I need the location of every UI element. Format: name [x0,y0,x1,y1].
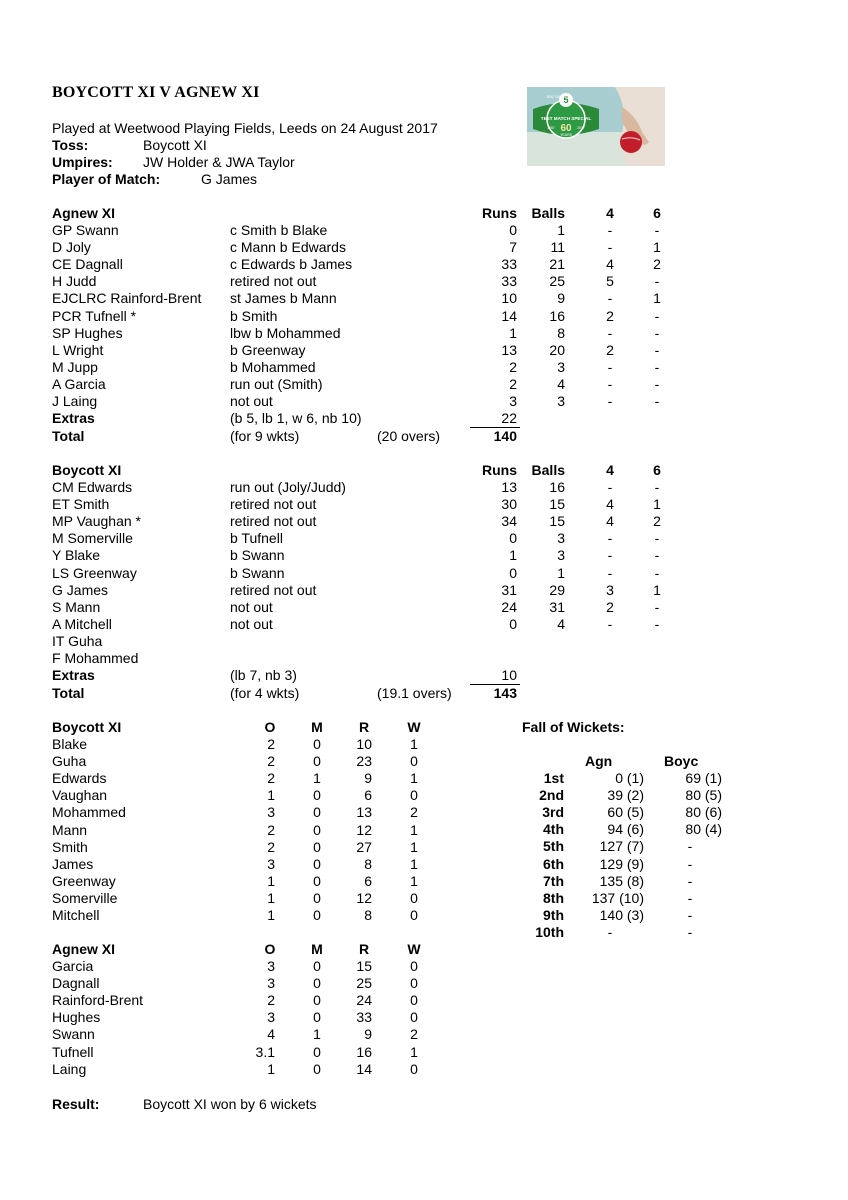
fow-boycott-score: - [687,855,693,872]
bowler-runs: 12 [356,821,372,838]
batsman-name: J Laing [52,393,98,409]
bowler-name: Mann [52,821,88,838]
dismissal: run out (Smith) [230,375,323,392]
batsman-name: EJCLRC Rainford-Brent [52,290,202,307]
batsman-sixes: 1 [653,581,661,598]
dismissal: b Swann [230,547,285,564]
dismissal: b Tufnell [230,530,283,547]
svg-text:TEST MATCH SPECIAL: TEST MATCH SPECIAL [540,116,592,121]
bowler-wickets: 0 [410,1060,418,1077]
fow-boycott-score: 69 (1) [685,770,722,786]
fow-title: Fall of Wickets: [522,719,625,735]
bowler-wickets: 0 [410,753,418,770]
sixes-header: 6 [653,205,661,221]
svg-text:60: 60 [560,123,572,134]
batsman-fours: 5 [606,273,614,290]
bowler-name: Tufnell [52,1043,94,1060]
dismissal: not out [230,615,273,632]
bowler-overs: 1 [267,872,275,889]
batsman-name: Y Blake [52,547,100,564]
fow-boycott-score: - [687,872,693,889]
bowler-maidens: 0 [313,1060,321,1077]
bowler-name: James [52,855,94,872]
batsman-fours: 2 [606,598,614,615]
batsman-balls: 1 [557,222,565,238]
batsman-sixes: - [654,324,660,341]
batsman-sixes: - [654,341,660,358]
bowler-wickets: 1 [410,1043,418,1060]
fow-agnew-score: 137 (10) [591,889,644,906]
batsman-balls: 3 [557,547,565,564]
batsman-fours: - [607,479,613,495]
batsman-runs: 14 [501,307,517,324]
fow-wicket-number: 3rd [542,804,564,821]
extras-detail: (b 5, lb 1, w 6, nb 10) [230,410,362,426]
batsman-sixes: 1 [653,290,661,307]
fow-wicket-number: 9th [543,906,564,923]
batsman-name: MP Vaughan * [52,513,141,530]
batsman-runs: 2 [509,375,517,392]
bowler-maidens: 0 [313,907,321,923]
dismissal: c Edwards b James [230,256,353,273]
test-match-special-logo [527,87,665,166]
bowler-maidens: 0 [313,821,321,838]
bowler-overs: 1 [267,889,275,906]
bowler-wickets: 1 [410,872,418,889]
bowler-runs: 12 [356,889,372,906]
dismissal: b Swann [230,564,285,581]
bowler-wickets: 0 [410,992,418,1009]
batsman-sixes: - [654,598,660,615]
bowler-overs: 3 [267,804,275,821]
batsman-balls: 29 [549,581,565,598]
bowler-name: Hughes [52,1009,101,1026]
batsman-balls: 21 [549,256,565,273]
fow-agnew-score: 127 (7) [599,838,644,855]
dismissal: retired not out [230,581,317,598]
batsman-balls: 16 [549,479,565,495]
bowler-overs: 3 [267,1009,275,1026]
bowler-name: Dagnall [52,975,100,992]
dismissal: retired not out [230,273,317,290]
dismissal: not out [230,598,273,615]
batsman-name: SP Hughes [52,324,123,341]
result-value: Boycott XI won by 6 wickets [143,1096,317,1112]
batsman-balls: 31 [549,598,565,615]
wickets-header: W [407,719,421,735]
fow-agnew-score: 0 (1) [615,770,644,786]
bowler-maidens: 0 [313,855,321,872]
batsman-name: GP Swann [52,222,119,238]
bowler-wickets: 0 [410,787,418,804]
batsman-name: ET Smith [52,496,110,513]
bowler-runs: 16 [356,1043,372,1060]
fow-agnew-score: 60 (5) [607,804,644,821]
batsman-name: L Wright [52,341,104,358]
svg-text:2017: 2017 [577,126,585,130]
toss-value: Boycott XI [143,137,207,153]
total-overs: (19.1 overs) [377,685,452,701]
bowler-overs: 4 [267,1026,275,1043]
fow-wicket-number: 2nd [539,787,564,804]
bowler-overs: 2 [267,736,275,752]
batsman-fours: - [607,564,613,581]
batsman-balls: 1 [557,564,565,581]
bowler-runs: 27 [356,838,372,855]
bowler-runs: 10 [356,736,372,752]
bowler-name: Blake [52,736,88,752]
batsman-balls: 9 [557,290,565,307]
bowler-name: Mitchell [52,907,100,923]
svg-text:1957: 1957 [547,126,555,130]
fow-agnew-score: - [607,923,613,940]
balls-header: Balls [531,205,565,221]
bowler-runs: 15 [356,958,372,974]
batsman-name: G James [52,581,109,598]
dismissal: c Mann b Edwards [230,239,346,256]
page-title: BOYCOTT XI V AGNEW XI [52,84,260,101]
batsman-name: F Mohammed [52,650,139,666]
total-detail: (for 9 wkts) [230,428,300,444]
bowler-overs: 1 [267,787,275,804]
batsman-fours: - [607,239,613,256]
bowler-maidens: 0 [313,838,321,855]
umpires-label: Umpires: [52,154,113,170]
fow-agnew-score: 39 (2) [607,787,644,804]
bowling-team-name: Agnew XI [52,941,116,957]
bowler-wickets: 1 [410,821,418,838]
batsman-fours: - [607,393,613,409]
batsman-balls: 3 [557,530,565,547]
dismissal: b Greenway [230,341,306,358]
fow-agnew-score: 94 (6) [607,821,644,838]
bowler-overs: 3 [267,958,275,974]
bowler-wickets: 1 [410,838,418,855]
venue-line: Played at Weetwood Playing Fields, Leeds on 24 August 2017 [52,120,438,136]
fow-boycott-header: Boyc [664,753,699,769]
batsman-fours: - [607,547,613,564]
maidens-header: M [311,941,323,957]
batsman-runs: 0 [509,222,517,238]
bowler-runs: 14 [356,1060,372,1077]
batsman-balls: 4 [557,615,565,632]
bowler-overs: 2 [267,753,275,770]
extras-label: Extras [52,667,95,683]
batsman-sixes: - [654,530,660,547]
batsman-balls: 3 [557,358,565,375]
fow-agnew-score: 140 (3) [599,906,644,923]
total-detail: (for 4 wkts) [230,685,300,701]
batsman-runs: 7 [509,239,517,256]
bowler-overs: 3 [267,855,275,872]
bowler-maidens: 0 [313,975,321,992]
batsman-sixes: 1 [653,496,661,513]
batsman-runs: 31 [501,581,517,598]
batsman-runs: 3 [509,393,517,409]
batsman-sixes: 1 [653,239,661,256]
bowler-maidens: 0 [313,804,321,821]
bowler-wickets: 0 [410,907,418,923]
bowler-overs: 2 [267,770,275,787]
overs-header: O [264,941,276,957]
bowler-maidens: 0 [313,889,321,906]
dismissal: retired not out [230,513,317,530]
bowler-maidens: 0 [313,992,321,1009]
fow-agnew-score: 129 (9) [599,855,644,872]
bowler-runs: 8 [364,907,372,923]
batsman-fours: 2 [606,341,614,358]
bowler-maidens: 1 [313,770,321,787]
dismissal: b Mohammed [230,358,316,375]
batsman-sixes: - [654,358,660,375]
bowler-wickets: 1 [410,736,418,752]
bowler-overs: 1 [267,907,275,923]
runs-conceded-header: R [358,941,370,957]
batsman-fours: 4 [606,256,614,273]
dismissal: not out [230,393,273,409]
bowler-name: Edwards [52,770,107,787]
batsman-sixes: - [654,375,660,392]
batsman-runs: 24 [501,598,517,615]
batsman-balls: 25 [549,273,565,290]
fow-agnew-score: 135 (8) [599,872,644,889]
bowling-team-name: Boycott XI [52,719,122,735]
bowler-maidens: 0 [313,872,321,889]
bowler-name: Guha [52,753,87,770]
batsman-runs: 0 [509,564,517,581]
fours-header: 4 [606,462,614,478]
batsman-runs: 10 [501,290,517,307]
batsman-runs: 0 [509,530,517,547]
batsman-balls: 16 [549,307,565,324]
bowler-name: Mohammed [52,804,126,821]
bowler-maidens: 0 [313,787,321,804]
dismissal: lbw b Mohammed [230,324,341,341]
bowler-wickets: 0 [410,889,418,906]
fow-wicket-number: 10th [535,923,564,940]
bowler-overs: 3.1 [255,1043,275,1060]
logo-graphic [527,87,665,166]
result-label: Result: [52,1096,100,1112]
bowler-maidens: 0 [313,1043,321,1060]
svg-text:5: 5 [563,95,569,105]
dismissal: c Smith b Blake [230,222,328,238]
batsman-fours: - [607,530,613,547]
bowler-runs: 6 [364,787,372,804]
umpires-value: JW Holder & JWA Taylor [143,154,295,170]
bowler-runs: 23 [356,753,372,770]
svg-text:BBC RADIO: BBC RADIO [547,95,567,99]
runs-conceded-header: R [358,719,370,735]
fow-wicket-number: 6th [543,855,564,872]
bowler-wickets: 2 [410,1026,418,1043]
batsman-name: M Jupp [52,358,98,375]
bowler-overs: 2 [267,992,275,1009]
batsman-name: PCR Tufnell * [52,307,137,324]
maidens-header: M [311,719,323,735]
bowler-name: Greenway [52,872,116,889]
fow-wicket-number: 4th [543,821,564,838]
batsman-name: H Judd [52,273,97,290]
dismissal: b Smith [230,307,278,324]
batsman-name: A Garcia [52,375,106,392]
batsman-sixes: - [654,564,660,581]
bowler-overs: 3 [267,975,275,992]
batsman-runs: 33 [501,273,517,290]
batsman-name: D Joly [52,239,91,256]
fow-boycott-score: - [687,838,693,855]
bowler-maidens: 0 [313,736,321,752]
batsman-fours: - [607,324,613,341]
batsman-sixes: - [654,273,660,290]
fow-boycott-score: 80 (4) [685,821,722,838]
batsman-balls: 11 [550,239,565,256]
bowler-name: Swann [52,1026,95,1043]
batsman-sixes: - [654,222,660,238]
fow-boycott-score: - [687,906,693,923]
batsman-name: LS Greenway [52,564,137,581]
total-overs: (20 overs) [377,428,441,444]
fow-boycott-score: 80 (6) [685,804,722,821]
total-label: Total [52,685,85,701]
fow-wicket-number: 8th [543,889,564,906]
fours-header: 4 [606,205,614,221]
bowler-runs: 13 [356,804,372,821]
batsman-runs: 13 [501,479,517,495]
batsman-sixes: - [654,393,660,409]
dismissal: st James b Mann [230,290,337,307]
extras-value: 10 [501,667,517,683]
bowler-runs: 8 [364,855,372,872]
bowler-maidens: 0 [313,958,321,974]
bowler-name: Laing [52,1060,87,1077]
fow-wicket-number: 1st [543,770,564,786]
player-of-match-value: G James [201,171,258,187]
bowler-wickets: 0 [410,1009,418,1026]
player-of-match-label: Player of Match: [52,171,161,187]
batsman-balls: 15 [549,513,565,530]
runs-header: Runs [482,205,517,221]
bowler-wickets: 1 [410,855,418,872]
bowler-runs: 9 [364,770,372,787]
bowler-runs: 25 [356,975,372,992]
sixes-header: 6 [653,462,661,478]
batsman-balls: 15 [549,496,565,513]
overs-header: O [264,719,276,735]
batsman-fours: 4 [606,496,614,513]
batsman-name: M Somerville [52,530,133,547]
batsman-name: CE Dagnall [52,256,123,273]
fow-agnew-header: Agn [585,753,613,769]
batsman-balls: 8 [557,324,565,341]
innings-team-name: Boycott XI [52,462,122,478]
fow-wicket-number: 5th [543,838,564,855]
bowler-runs: 24 [356,992,372,1009]
bowler-maidens: 0 [313,753,321,770]
bowler-maidens: 0 [313,1009,321,1026]
svg-text:YEARS: YEARS [560,133,572,137]
bowler-name: Garcia [52,958,94,974]
bowler-name: Vaughan [52,787,108,804]
fow-wicket-number: 7th [543,872,564,889]
batsman-name: IT Guha [52,632,103,649]
bowler-name: Smith [52,838,88,855]
batsman-fours: - [607,222,613,238]
bowler-overs: 1 [267,1060,275,1077]
batsman-runs: 1 [509,547,517,564]
bowler-runs: 33 [356,1009,372,1026]
total-value: 140 [493,428,517,444]
bowler-wickets: 2 [410,804,418,821]
extras-label: Extras [52,410,95,426]
bowler-overs: 2 [267,838,275,855]
batsman-fours: 3 [606,581,614,598]
batsman-balls: 20 [549,341,565,358]
batsman-sixes: 2 [653,256,661,273]
batsman-sixes: - [654,547,660,564]
bowler-name: Somerville [52,889,118,906]
innings-team-name: Agnew XI [52,205,116,221]
batsman-fours: 2 [606,307,614,324]
batsman-runs: 0 [509,615,517,632]
balls-header: Balls [531,462,565,478]
runs-header: Runs [482,462,517,478]
batsman-fours: - [607,375,613,392]
batsman-runs: 13 [501,341,517,358]
total-value: 143 [493,685,517,701]
extras-value: 22 [501,410,517,426]
extras-detail: (lb 7, nb 3) [230,667,297,683]
bowler-wickets: 0 [410,975,418,992]
batsman-runs: 30 [501,496,517,513]
batsman-sixes: - [654,479,660,495]
bowler-overs: 2 [267,821,275,838]
dismissal: retired not out [230,496,317,513]
batsman-fours: - [607,358,613,375]
fow-boycott-score: 80 (5) [685,787,722,804]
batsman-balls: 4 [557,375,565,392]
batsman-sixes: - [654,615,660,632]
wickets-header: W [407,941,421,957]
batsman-fours: 4 [606,513,614,530]
batsman-sixes: - [654,307,660,324]
fow-boycott-score: - [687,923,693,940]
batsman-runs: 1 [509,324,517,341]
batsman-balls: 3 [557,393,565,409]
bowler-runs: 6 [364,872,372,889]
bowler-name: Rainford-Brent [52,992,144,1009]
batsman-sixes: 2 [653,513,661,530]
bowler-maidens: 1 [313,1026,321,1043]
batsman-fours: - [607,615,613,632]
bowler-runs: 9 [364,1026,372,1043]
batsman-name: S Mann [52,598,101,615]
batsman-runs: 2 [509,358,517,375]
batsman-runs: 34 [501,513,517,530]
toss-label: Toss: [52,137,89,153]
total-label: Total [52,428,85,444]
batsman-name: A Mitchell [52,615,112,632]
dismissal: run out (Joly/Judd) [230,479,346,495]
fow-boycott-score: - [687,889,693,906]
bowler-wickets: 0 [410,958,418,974]
bowler-wickets: 1 [410,770,418,787]
batsman-fours: - [607,290,613,307]
batsman-name: CM Edwards [52,479,133,495]
batsman-runs: 33 [501,256,517,273]
